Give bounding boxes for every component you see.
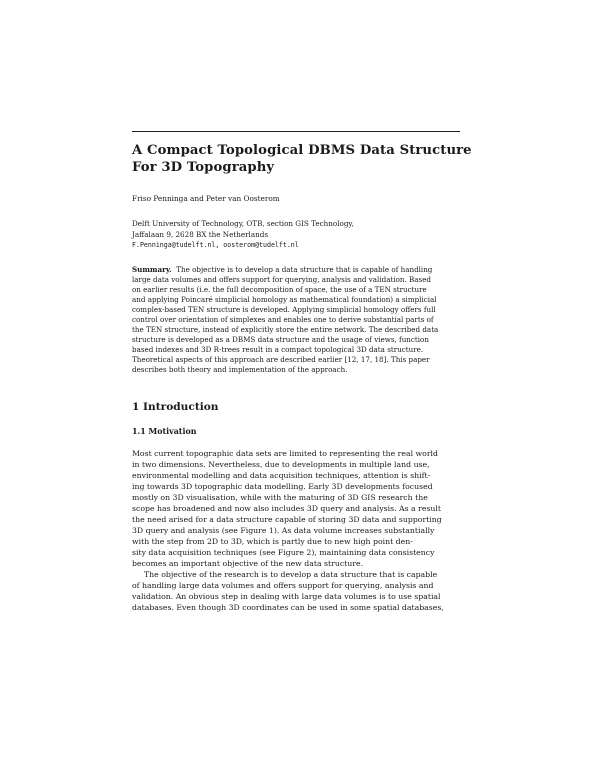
body-line: of handling large data volumes and offers support for querying, analysis and — [132, 581, 434, 590]
author-emails: F.Penninga@tudelft.nl, oosterom@tudelft.nl — [132, 241, 299, 249]
body-line: Most current topographic data sets are limited to representing the real world — [132, 449, 438, 458]
abstract-line: on earlier results (i.e. the full decomposition of space, the use of a TEN structure — [132, 285, 427, 294]
abstract-line: the TEN structure, instead of explicitly store the entire network. The described data — [132, 325, 439, 334]
abstract-line: Theoretical aspects of this approach are described earlier [12, 17, 18]. This paper — [132, 355, 430, 364]
affiliation-line: Jaffalaan 9, 2628 BX the Netherlands — [132, 230, 269, 239]
abstract-line: based indexes and 3D R-trees result in a compact topological 3D data structure. — [132, 345, 424, 354]
authors: Friso Penninga and Peter van Oosterom — [132, 194, 280, 203]
title-line: For 3D Topography — [132, 160, 275, 175]
body-line: 3D query and analysis (see Figure 1). As data volume increases substantially — [132, 526, 435, 535]
body-line: The objective of the research is to develop a data structure that is capable — [144, 570, 438, 579]
affiliation — [132, 218, 354, 251]
title-line: A Compact Topological DBMS Data Structure — [132, 143, 472, 158]
section-heading: 1 Introduction — [132, 401, 219, 413]
abstract-line: and applying Poincaré simplicial homology as mathematical foundation) a simplicial — [132, 295, 437, 304]
abstract-line: structure is developed as a DBMS data structure and the usage of views, function — [132, 335, 429, 344]
abstract-line: complex-based TEN structure is developed. Applying simplicial homology offers full — [132, 305, 436, 314]
abstract-line: describes both theory and implementation of the approach. — [132, 365, 348, 374]
body-line: sity data acquisition techniques (see Figure 2), maintaining data consistency — [132, 548, 435, 557]
paper-title — [132, 142, 472, 176]
body-line: mostly on 3D visualisation, while with the maturing of 3D GIS research the — [132, 493, 428, 502]
body-line: becomes an important objective of the new data structure. — [132, 559, 364, 568]
body-line: databases. Even though 3D coordinates can be used in some spatial databases, — [132, 603, 444, 612]
body-line: scope has broadened and now also includes 3D query and analysis. As a result — [132, 504, 441, 513]
affiliation-line: Delft University of Technology, OTB, section GIS Technology, — [132, 219, 354, 228]
body-line: in two dimensions. Nevertheless, due to developments in multiple land use, — [132, 460, 430, 469]
body-line: the need arised for a data structure capable of storing 3D data and supporting — [132, 515, 442, 524]
body-line: with the step from 2D to 3D, which is partly due to new high point den- — [132, 537, 413, 546]
body-line: ing towards 3D topographic data modelling. Early 3D developments focused — [132, 482, 433, 491]
abstract-line: control over orientation of simplexes and enables one to derive substantial parts of — [132, 315, 434, 324]
body-text — [132, 448, 462, 613]
body-line: validation. An obvious step in dealing with large data volumes is to use spatial — [132, 592, 441, 601]
abstract-line: large data volumes and offers support for querying, analysis and validation. Based — [132, 275, 432, 284]
title-rule — [132, 131, 460, 132]
body-line: environmental modelling and data acquisition techniques, attention is shift- — [132, 471, 431, 480]
subsection-heading: 1.1 Motivation — [132, 427, 197, 436]
abstract-label: Summary. — [132, 265, 172, 274]
abstract-line-text: The objective is to develop a data structure that is capable of handling — [176, 265, 433, 274]
abstract — [132, 265, 460, 375]
abstract-line — [132, 265, 460, 275]
